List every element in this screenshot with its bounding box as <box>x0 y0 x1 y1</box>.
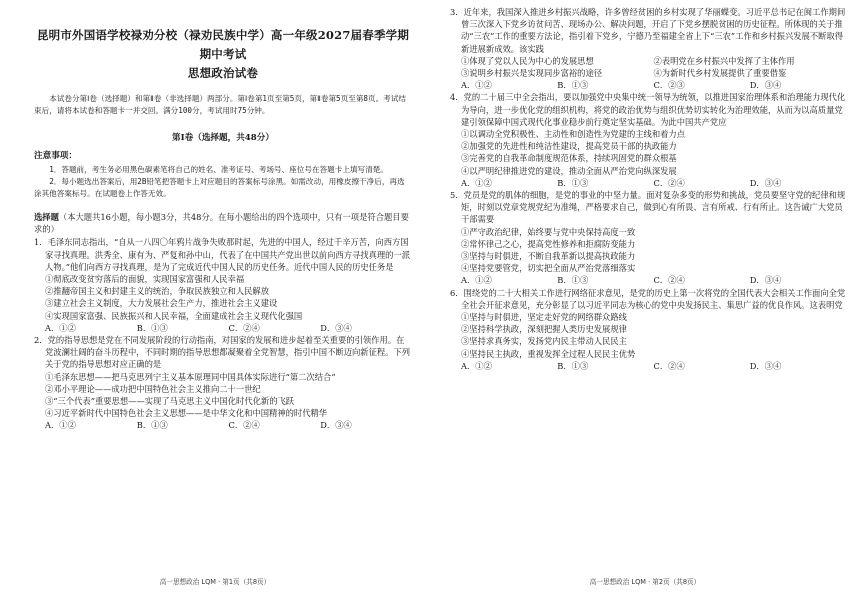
statement-2: ②推翻帝国主义和封建主义的统治，争取民族独立和人民解放 <box>45 286 270 297</box>
exam-intro: 本试卷分第Ⅰ卷（选择题）和第Ⅱ卷（非选择题）两部分。第Ⅰ卷第1页至第5页，第Ⅱ卷第5页至第8页。考试结束后，请将本试卷和答题卡一并交回。满分100分，考试用时75分钟。 <box>34 94 406 115</box>
statement-row <box>450 67 846 79</box>
statement-1: ①毛泽东思想——把马克思列宁主义基本原理同中国具体实际进行“第二次结合” <box>45 371 336 382</box>
question-1 <box>34 236 412 334</box>
statement-3: ③建立社会主义制度，大力发展社会生产力，推进社会主义建设 <box>45 298 278 309</box>
page-footer: 高一思想政治 LQM · 第1页（共8页） <box>159 578 271 586</box>
exam-title-line2: 思想政治试卷 <box>187 66 259 80</box>
choice-d: D．③④ <box>749 275 782 286</box>
exam-title-line1: 昆明市外国语学校禄劝分校（禄劝民族中学）高一年级2027届春季学期期中考试 <box>36 28 410 61</box>
statement-2: ②加强党的先进性和纯洁性建设，提高党员干部的执政能力 <box>461 141 677 152</box>
question-stem: 6．围绕党的二十大相关工作进行网络征求意见，是党的历史上第一次将党的全国代表大会相关工作面向全党全社会开征求意见，充分彰显了以习近平同志为核心的党中央发扬民主、集思广益的优良作风。这表明党 <box>450 287 846 310</box>
choice-b: B．①③ <box>136 420 168 431</box>
answer-choices <box>450 274 846 286</box>
statement-2: ②表明党在乡村振兴中发挥了主体作用 <box>653 55 795 66</box>
question-3 <box>450 6 846 91</box>
statement-1: ①坚持与时俱进，坚定走好党的网络群众路线 <box>461 312 627 323</box>
question-4 <box>450 91 846 189</box>
statement-4: ④为新时代乡村发展提供了重要借鉴 <box>653 68 787 79</box>
question-stem: 3．近年来，我国深入推进乡村振兴战略，许多曾经贫困的乡村实现了华丽蝶变。习近平总书记在闽工作期间曾三次深入下党乡访贫问苦、现场办公、解决问题，开启了下党乡摆脱贫困的历史征程。所体现的关于推动“三农”工作的重要方法论，指引着下党乡，宁德乃至福建全省上下“三农”工作和乡村振兴发展不断取得新进展新成效。该实践 <box>450 7 846 54</box>
choice-a: A．①② <box>461 275 492 286</box>
choice-c: C．②④ <box>228 420 260 431</box>
selection-label: 选择题 <box>34 212 59 222</box>
statement-2: ②邓小平理论——成功把中国特色社会主义推向二十一世纪 <box>45 383 261 394</box>
statement-4: ④坚持民主执政，重视发挥全过程人民民主优势 <box>461 348 636 359</box>
answer-choices <box>34 322 412 334</box>
answer-choices <box>450 79 846 91</box>
choice-d: D．③④ <box>749 80 782 91</box>
question-stem: 2．党的指导思想是党在不同发展阶段的行动指南，对国家的发展和进步起着至关重要的引领作用。在党波澜壮阔的奋斗历程中，不同时期的指导思想都凝聚着全党智慧，指引中国不断迈向新征程。下列关于党的指导思想对应正确的是 <box>34 335 411 370</box>
notice-heading: 注意事项： <box>34 151 77 161</box>
statement-2: ②常怀律己之心，提高党性修养和拒腐防变能力 <box>461 238 636 249</box>
choice-b: B．①③ <box>557 360 589 371</box>
question-2 <box>34 334 412 432</box>
statement-2: ②坚持科学执政，深刻把握人类历史发展规律 <box>461 324 627 335</box>
statement-1: ①彻底改变贫穷落后的面貌，实现国家富强和人民幸福 <box>45 274 245 285</box>
choice-c: C．②④ <box>653 360 685 371</box>
notice-item-1: 1．答题前，考生务必用黑色碳素笔将自己的姓名、准考证号、考场号、座位号在答题卡上填写清楚。 <box>49 165 388 174</box>
question-5 <box>450 189 846 287</box>
choice-a: A．①② <box>461 80 492 91</box>
selection-instructions: （本大题共16小题，每小题3分，共48分。在每小题给出的四个选项中，只有一项是符合题目要求的） <box>34 212 409 235</box>
answer-choices <box>450 360 846 372</box>
choice-d: D．③④ <box>749 360 782 371</box>
statement-3: ③坚持求真务实，发扬党内民主带动人民民主 <box>461 336 627 347</box>
question-6 <box>450 287 846 372</box>
statement-4: ④以严明纪律推进党的建设，推动全面从严治党向纵深发展 <box>461 165 677 176</box>
notice-item-2: 2．每小题选出答案后，用2B铅笔把答题卡上对应题目的答案标号涂黑。如需改动，用橡皮擦干净后，再选涂其他答案标号。在试题卷上作答无效。 <box>34 177 405 198</box>
statement-3: ③坚持与时俱进，不断自我革新以提高执政能力 <box>461 251 636 262</box>
choice-d: D．③④ <box>749 177 782 188</box>
volume-title: 第Ⅰ卷（选择题，共48分） <box>172 133 274 143</box>
question-stem: 5．党员是党的肌体的细胞，是党的事业的中坚力量。面对复杂多变的形势和挑战，党员要坚守党的纪律和规矩，时刻以党章党规党纪为准绳，严格要求自己，做到心有所畏、言有所戒、行有所止。这告诫广大党员干部需要 <box>450 190 846 225</box>
statement-4: ④实现国家富强、民族振兴和人民幸福，全面建成社会主义现代化强国 <box>45 310 303 321</box>
statement-3: ③“三个代表”重要思想——实现了马克思主义中国化时代化新的飞跃 <box>45 396 295 407</box>
question-stem: 1．毛泽东同志指出，“自从一八四〇年鸦片战争失败那时起，先进的中国人，经过千辛万苦，向西方国家寻找真理。洪秀全、康有为、严复和孙中山，代表了在中国共产党出世以前向西方寻找真理的一派人物。”他们向西方寻找真理，是为了完成近代中国人民的历史任务。近代中国人民的历史任务是 <box>34 237 411 272</box>
choice-c: C．②③ <box>653 80 685 91</box>
choice-c: C．②④ <box>653 177 685 188</box>
choice-b: B．①③ <box>557 177 589 188</box>
choice-b: B．①③ <box>557 80 589 91</box>
statement-row <box>450 55 846 67</box>
question-stem: 4．党的二十届三中全会指出，要以加强党中央集中统一领导为统领，以推进国家治理体系和治理能力现代化为导向，进一步优化党的组织机构，将党的政治优势与组织优势切实转化为治理效能，从而为以高质量党建引领保障中国式现代化事业稳步前行奠定坚实基础。为此中国共产党应 <box>450 92 846 127</box>
statement-1: ①严守政治纪律，始终要与党中央保持高度一致 <box>461 226 636 237</box>
answer-choices <box>450 177 846 189</box>
choice-c: C．②④ <box>653 275 685 286</box>
choice-b: B．①③ <box>136 322 168 333</box>
choice-d: D．③④ <box>320 420 352 431</box>
choice-a: A．①② <box>461 360 492 371</box>
choice-a: A．①② <box>45 420 76 431</box>
choice-a: A．①② <box>461 177 492 188</box>
selection-heading <box>34 211 412 235</box>
statement-4: ④坚持党要管党，切实把全面从严治党落细落实 <box>461 263 636 274</box>
choice-a: A．①② <box>45 322 76 333</box>
choice-b: B．①③ <box>557 275 589 286</box>
exam-page-2 <box>430 0 860 592</box>
statement-1: ①体现了党以人民为中心的发展思想 <box>461 55 594 66</box>
statement-1: ①以调动全党积极性、主动性和创造性为党建的主线和着力点 <box>461 129 686 140</box>
statement-4: ④习近平新时代中国特色社会主义思想——是中华文化和中国精神的时代精华 <box>45 408 328 419</box>
statement-3: ③完善党的自我革命制度规范体系，持续巩固党的群众根基 <box>461 153 677 164</box>
answer-choices <box>34 419 412 431</box>
statement-3: ③说明乡村振兴是实现同步富裕的途径 <box>461 68 603 79</box>
choice-c: C．②④ <box>228 322 260 333</box>
page-footer: 高一思想政治 LQM · 第2页（共8页） <box>589 578 701 586</box>
choice-d: D．③④ <box>320 322 352 333</box>
